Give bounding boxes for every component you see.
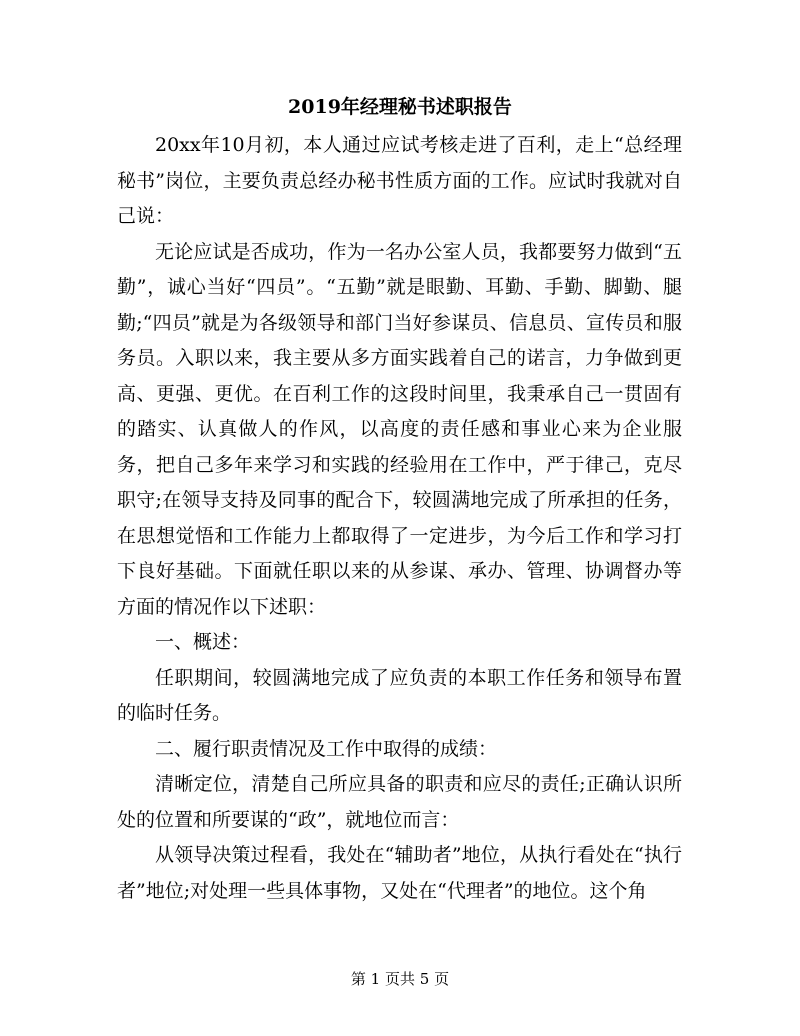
- paragraph-overview: 任职期间，较圆满地完成了应负责的本职工作任务和领导布置的临时任务。: [117, 666, 682, 724]
- section-heading-overview: 一、概述：: [155, 631, 251, 653]
- document-title: 2019年经理秘书述职报告: [288, 96, 512, 118]
- paragraph-positioning: 清晰定位，清楚自己所应具备的职责和应尽的责任;正确认识所处的位置和所要谋的“政”，就地位而言：: [117, 773, 682, 831]
- paragraph-intro: 20xx年10月初，本人通过应试考核走进了百利，走上“总经理秘书”岗位，主要负责总经办秘书性质方面的工作。应试时我就对自己说：: [117, 134, 682, 227]
- section-heading-duties: 二、履行职责情况及工作中取得的成绩：: [155, 737, 498, 760]
- document-body: [117, 128, 682, 909]
- paragraph-commitment: 无论应试是否成功，作为一名办公室人员，我都要努力做到“五勤”，诚心当好“四员”。“五勤”就是眼勤、耳勤、手勤、脚勤、腿勤;“四员”就是为各级领导和部门当好参谋员、信息员、宣传员和服务员。入职以来，我主要从多方面实践着自己的诺言，力争做到更高、更强、更优。在百利工作的这段时间里，我秉承自己一贯固有的踏实、认真做人的作风，以高度的责任感和事业心来为企业服务，把自己多年来学习和实践的经验用在工作中，严于律己，克尽职守;在领导支持及同事的配合下，较圆满地完成了所承担的任务，在思想觉悟和工作能力上都取得了一定进步，为今后工作和学习打下良好基础。下面就任职以来的从参谋、承办、管理、协调督办等方面的情况作以下述职：: [117, 240, 682, 618]
- page-number: 第 1 页共 5 页: [350, 970, 450, 988]
- paragraph-role: 从领导决策过程看，我处在“辅助者”地位，从执行看处在“执行者”地位;对处理一些具体事物，又处在“代理者”的地位。这个角: [117, 844, 682, 902]
